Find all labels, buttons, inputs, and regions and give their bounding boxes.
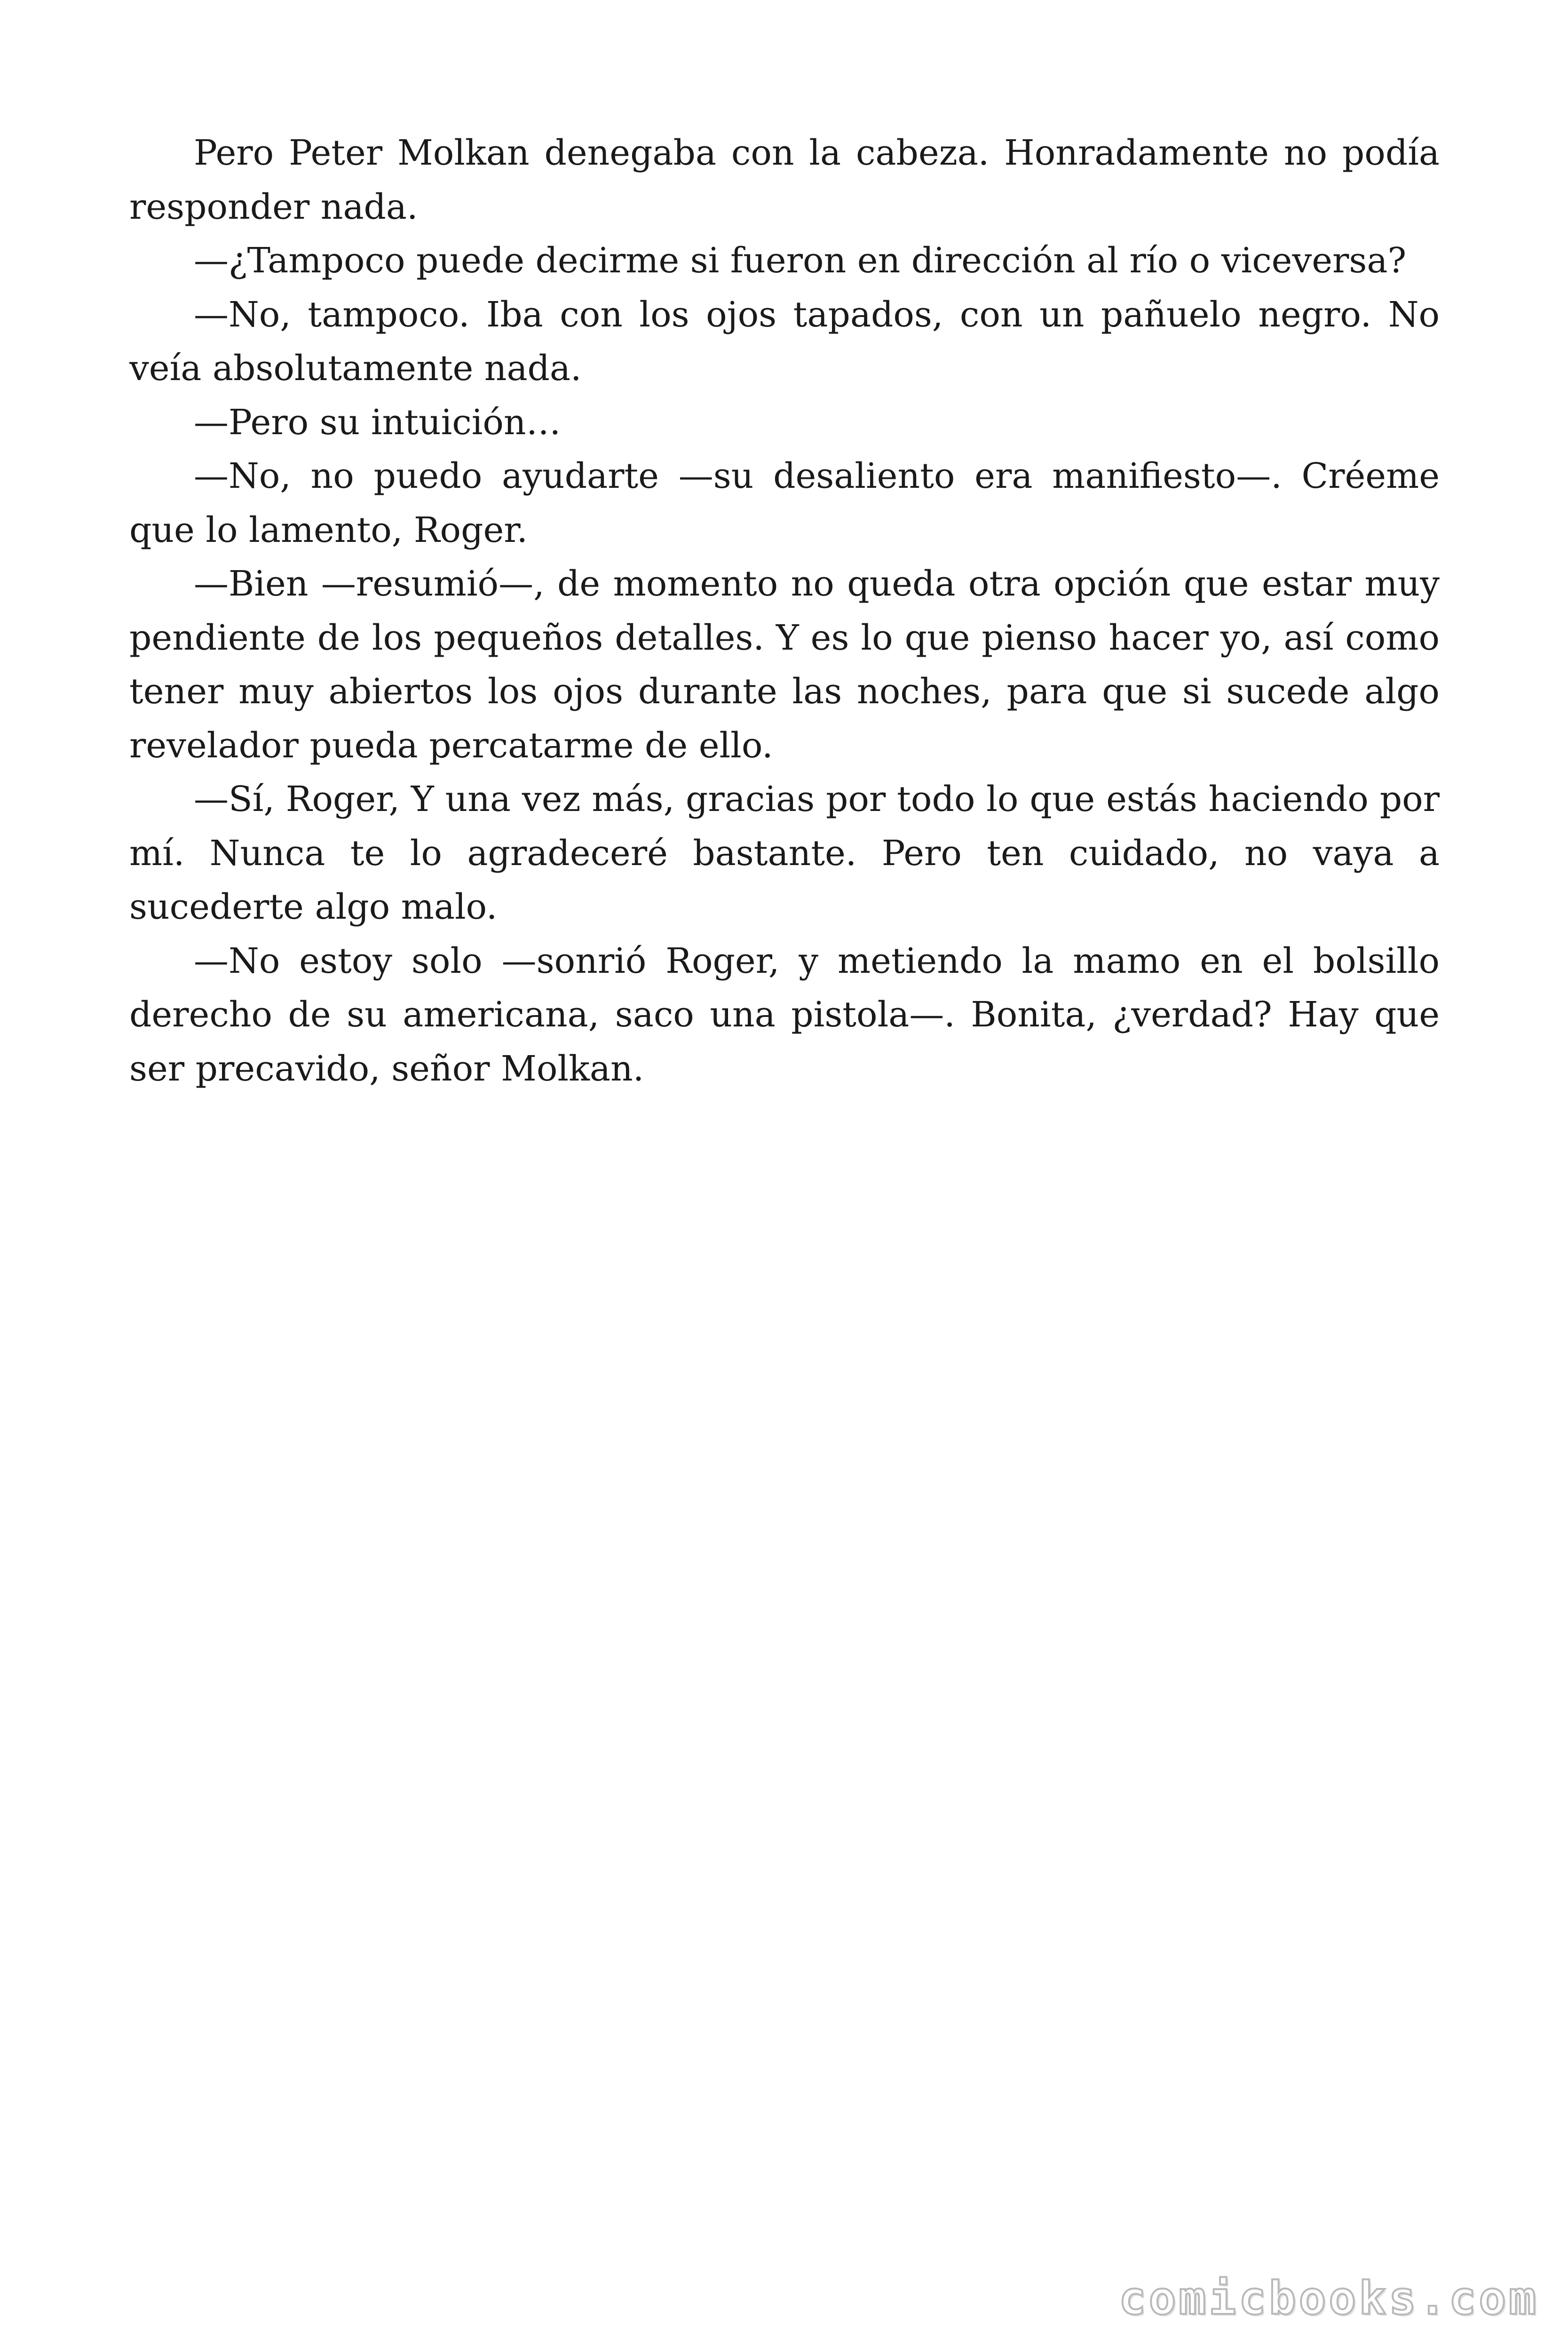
paragraph: —No, tampoco. Iba con los ojos tapados, con un pañuelo negro. No veía absolutamente nada. bbox=[129, 294, 1440, 389]
paragraph: —No estoy solo —sonrió Roger, y metiendo la mamo en el bolsillo derecho de su americana, saco una pistola—. Bonita, ¿verdad? Hay que ser precavido, señor Molkan. bbox=[129, 940, 1440, 1089]
paragraph: —No, no puedo ayudarte —su desaliento era manifiesto—. Créeme que lo lamento, Roger. bbox=[129, 456, 1440, 550]
paragraph: —Pero su intuición… bbox=[194, 402, 561, 443]
paragraph: —Sí, Roger, Y una vez más, gracias por todo lo que estás haciendo por mí. Nunca te lo agradeceré bastante. Pero ten cuidado, no vaya a sucederte algo malo. bbox=[129, 779, 1440, 927]
paragraph: —¿Tampoco puede decirme si fueron en dirección al río o viceversa? bbox=[194, 240, 1407, 281]
paragraph: —Bien —resumió—, de momento no queda otra opción que estar muy pendiente de los pequeños detalles. Y es lo que pienso hacer yo, así como tener muy abiertos los ojos durante las noches, para que si sucede algo revelador pueda percatarme de ello. bbox=[129, 564, 1440, 766]
watermark: comicbooks.com bbox=[1118, 2272, 1539, 2325]
paragraph: Pero Peter Molkan denegaba con la cabeza. Honradamente no podía responder nada. bbox=[129, 133, 1440, 227]
body-text bbox=[129, 126, 1440, 1096]
